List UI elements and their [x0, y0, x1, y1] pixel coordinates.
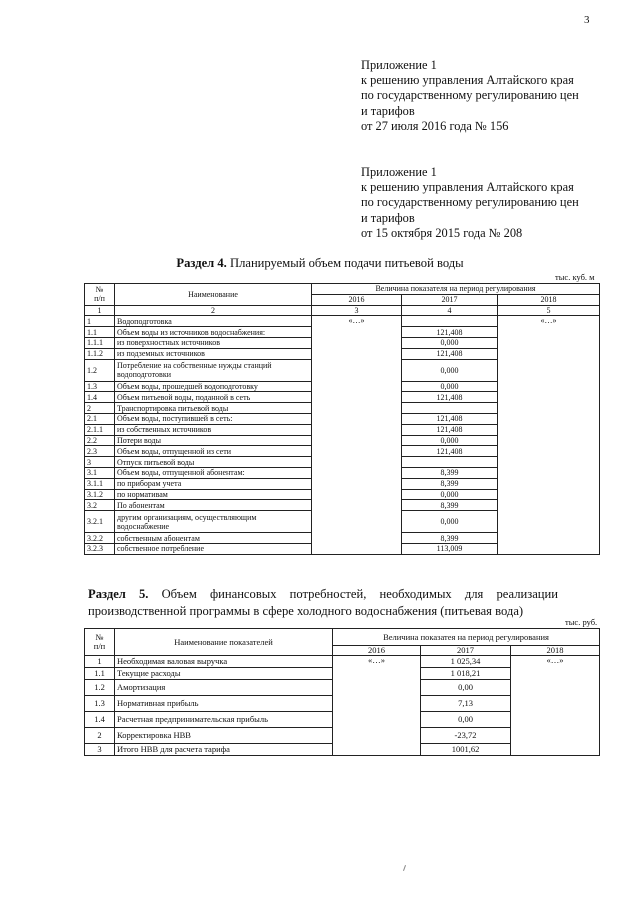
row-number: 2.1 — [85, 413, 115, 424]
appendix-block-original — [361, 165, 621, 241]
page-number: 3 — [584, 14, 590, 26]
header-name: Наименование показателей — [115, 629, 333, 656]
value-2017: 121,408 — [402, 424, 498, 435]
appendix-line: и тарифов — [361, 210, 415, 225]
appendix-line: Приложение 1 — [361, 165, 437, 179]
value-2017: 0,00 — [421, 680, 511, 696]
header-year-2016: 2016 — [312, 294, 402, 305]
value-2017: 8,399 — [402, 478, 498, 489]
value-2017: 0,000 — [402, 435, 498, 446]
value-2017: 1001,62 — [421, 744, 511, 756]
row-name: из поверхностных источников — [115, 337, 312, 348]
value-2017: 121,408 — [402, 348, 498, 359]
row-number: 3.1.1 — [85, 478, 115, 489]
row-name: Объем воды, прошедшей водоподготовку — [115, 381, 312, 392]
row-number: 1.1.1 — [85, 337, 115, 348]
row-name: Объем питьевой воды, поданной в сеть — [115, 392, 312, 403]
row-number: 3.2.1 — [85, 511, 115, 533]
row-name: Объем воды, поступившей в сеть: — [115, 413, 312, 424]
index-cell: 4 — [402, 305, 498, 316]
value-2017: 0,000 — [402, 359, 498, 381]
value-2017: 7,13 — [421, 696, 511, 712]
row-name: Объем воды, отпущенной абонентам: — [115, 467, 312, 478]
row-name: Потребление на собственные нужды станций водоподготовки — [115, 359, 312, 381]
row-number: 3.1.2 — [85, 489, 115, 500]
row-name: Амортизация — [115, 680, 333, 696]
value-2017: -23,72 — [421, 728, 511, 744]
water-volume-table — [84, 283, 600, 555]
header-year-2018: 2018 — [498, 294, 600, 305]
appendix-line: по государственному регулированию цен — [361, 88, 579, 103]
row-number: 3 — [85, 744, 115, 756]
row-number: 1.1.2 — [85, 348, 115, 359]
row-name: Транспортировка питьевой воды — [115, 403, 312, 414]
index-cell: 5 — [498, 305, 600, 316]
row-number: 1 — [85, 656, 115, 668]
row-number: 2.3 — [85, 446, 115, 457]
row-number: 2.2 — [85, 435, 115, 446]
row-name: Водоподготовка — [115, 316, 312, 327]
appendix-block-current — [361, 58, 621, 134]
header-num: № п/п — [85, 629, 115, 656]
value-2017: 0,000 — [402, 381, 498, 392]
value-2017: 121,408 — [402, 413, 498, 424]
row-name: из собственных источников — [115, 424, 312, 435]
row-name: Отпуск питьевой воды — [115, 457, 312, 468]
row-name: Объем воды из источников водоснабжения: — [115, 327, 312, 338]
appendix-line: от 27 июля 2016 года № 156 — [361, 118, 509, 133]
row-name: по приборам учета — [115, 478, 312, 489]
row-name: собственное потребление — [115, 543, 312, 554]
appendix-line: Приложение 1 — [361, 58, 437, 72]
row-name: Корректировка НВВ — [115, 728, 333, 744]
row-name: По абонентам — [115, 500, 312, 511]
header-name: Наименование — [115, 284, 312, 306]
row-number: 2 — [85, 403, 115, 414]
index-cell: 3 — [312, 305, 402, 316]
index-cell: 1 — [85, 305, 115, 316]
row-number: 3.1 — [85, 467, 115, 478]
row-number: 1.1 — [85, 327, 115, 338]
row-name: Расчетная предпринимательская прибыль — [115, 712, 333, 728]
row-name: Потери воды — [115, 435, 312, 446]
value-2017: 8,399 — [402, 467, 498, 478]
appendix-line: по государственному регулированию цен — [361, 195, 579, 210]
value-2017: 0,000 — [402, 489, 498, 500]
value-2017: 1 025,34 — [421, 656, 511, 668]
row-name: Текущие расходы — [115, 668, 333, 680]
value-2017: 0,00 — [421, 712, 511, 728]
section5-unit: тыс. руб. — [565, 617, 598, 627]
table-row — [85, 656, 600, 668]
row-number: 3 — [85, 457, 115, 468]
row-name: из подземных источников — [115, 348, 312, 359]
row-number: 3.2.2 — [85, 533, 115, 544]
table-row — [85, 316, 600, 327]
value-2017: 121,408 — [402, 446, 498, 457]
row-number: 1.2 — [85, 680, 115, 696]
value-2018: «…» — [498, 316, 600, 554]
row-number: 1.3 — [85, 696, 115, 712]
row-number: 1.3 — [85, 381, 115, 392]
value-2016: «…» — [333, 656, 421, 756]
pen-mark — [403, 865, 406, 871]
value-2017: 8,399 — [402, 533, 498, 544]
row-name: Итого НВВ для расчета тарифа — [115, 744, 333, 756]
header-year-2017: 2017 — [421, 646, 511, 656]
row-number: 2 — [85, 728, 115, 744]
value-2017: 0,000 — [402, 511, 498, 533]
value-2017: 0,000 — [402, 337, 498, 348]
row-number: 3.2.3 — [85, 543, 115, 554]
row-number: 3.2 — [85, 500, 115, 511]
appendix-line: к решению управления Алтайского края — [361, 180, 574, 195]
value-2017: 8,399 — [402, 500, 498, 511]
value-2017: 113,009 — [402, 543, 498, 554]
value-2017: 121,408 — [402, 327, 498, 338]
value-2017 — [402, 403, 498, 414]
row-number: 1.4 — [85, 712, 115, 728]
value-2016: «…» — [312, 316, 402, 554]
section4-unit: тыс. куб. м — [555, 272, 595, 282]
row-name: Нормативная прибыль — [115, 696, 333, 712]
header-year-2018: 2018 — [511, 646, 600, 656]
row-name: по нормативам — [115, 489, 312, 500]
row-name: другим организациям, осуществляющим водоснабжение — [115, 511, 312, 533]
index-cell: 2 — [115, 305, 312, 316]
row-number: 1.4 — [85, 392, 115, 403]
row-name: собственным абонентам — [115, 533, 312, 544]
value-2017 — [402, 457, 498, 468]
row-number: 1 — [85, 316, 115, 327]
row-number: 1.1 — [85, 668, 115, 680]
value-2017: 121,408 — [402, 392, 498, 403]
value-2018: «…» — [511, 656, 600, 756]
header-year-2016: 2016 — [333, 646, 421, 656]
row-number: 2.1.1 — [85, 424, 115, 435]
value-2017: 1 018,21 — [421, 668, 511, 680]
header-year-2017: 2017 — [402, 294, 498, 305]
header-period: Величина показатея на период регулирования — [333, 629, 600, 646]
row-number: 1.2 — [85, 359, 115, 381]
appendix-line: к решению управления Алтайского края — [361, 73, 574, 88]
header-num: № п/п — [85, 284, 115, 306]
section5-title: Раздел 5. Объем финансовых потребностей, необходимых для реализации производственной программы в сфере холодного водоснабжения (питьевая вода) — [88, 587, 558, 618]
header-period: Величина показателя на период регулирования — [312, 284, 600, 295]
appendix-line: и тарифов — [361, 103, 415, 118]
row-name: Необходимая валовая выручка — [115, 656, 333, 668]
value-2017 — [402, 316, 498, 327]
section4-title: Раздел 4. Планируемый объем подачи питьевой воды — [176, 256, 464, 270]
row-name: Объем воды, отпущенной из сети — [115, 446, 312, 457]
appendix-line: от 15 октября 2015 года № 208 — [361, 225, 523, 240]
financial-needs-table — [84, 628, 600, 756]
